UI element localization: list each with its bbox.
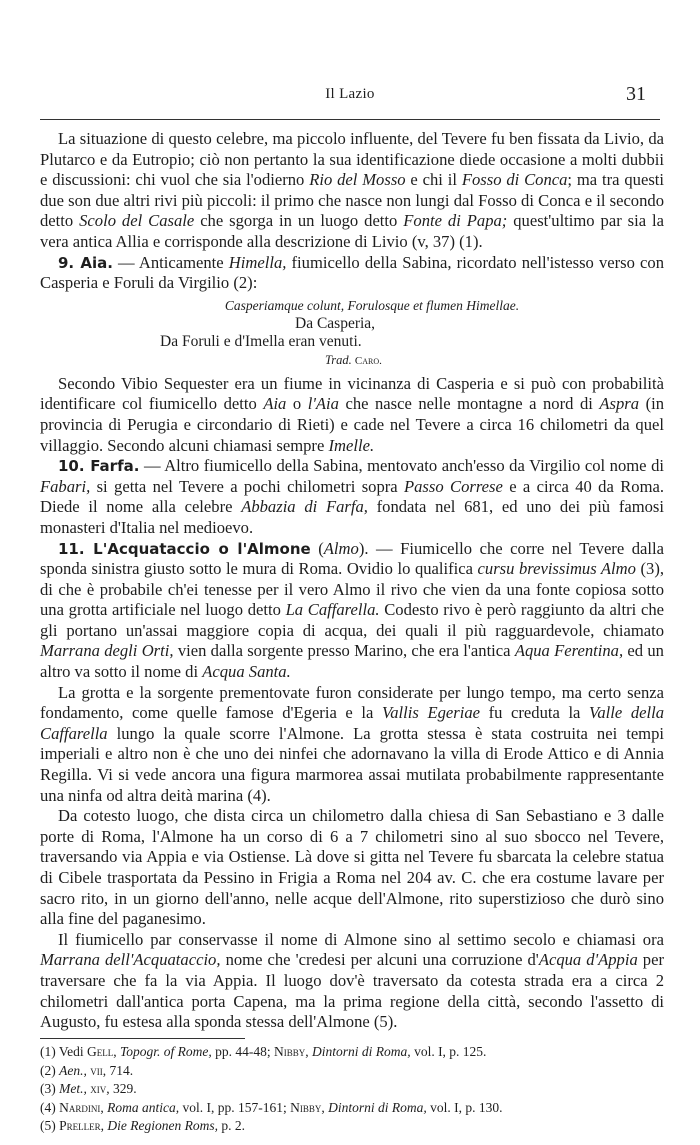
work-title: Dintorni di Roma, [328,1099,427,1115]
italic-text: Rio del Mosso [309,170,406,190]
italic-text: Fabari, [40,476,91,496]
book-number: vii, [90,1062,107,1078]
paragraph-farfa [40,456,664,538]
italic-text: Himella, [228,252,287,272]
text: quest'ultimo par sia la vera antica Allia e corrisponde alla descrizione di Livio (v, 37) (1). [40,211,665,251]
translation-credit [40,351,664,370]
italic-text: Scolo del Casale [79,211,195,231]
italic-text: Almo [323,538,359,558]
paragraph-aia [40,253,664,294]
italic-text: cursu brevissimus Almo [477,559,636,579]
italic-text: Aia [263,394,287,414]
text: Il fiumicello par conservasse il nome di Almone sino al settimo secolo e chiamasi ora [58,929,664,949]
paragraph-almone [40,539,664,683]
text: (3), di che è probabile ch'ei tenesse per il vero Almo il rivo che vien da una fonte copiosa sotto una grotta artificiale nel luogo detto [40,559,664,620]
text: vol. I, p. 125. [410,1044,487,1059]
footnote [40,1080,664,1099]
italic-text: Fosso di Conca [461,170,568,190]
text: ; ma tra questi due son due altri rivi più piccoli: il primo che nasce non lungi dal Fosso di Conca e il secondo detto [40,170,664,231]
paragraph-corso [40,806,664,930]
footnote [40,1117,664,1136]
italic-text: Abbazia di Farfa, [241,497,368,517]
italic-text: l'Aia [307,394,339,414]
text: 329. [109,1081,137,1097]
footnote-number: (3) [40,1081,56,1097]
text: e a circa 40 da Roma. Diede il nome alla celebre [40,476,664,517]
text: ed un altro va sotto il nome di [40,641,664,682]
translation-line-1: Da Casperia, [295,314,376,332]
text: nome che 'credesi per alcuni una corruzione d' [220,950,539,970]
work-title: Roma antica, [107,1099,180,1115]
text: (in provincia di Perugia e circondario di Rieti) e cade nel Tevere a circa 16 chilometri da quel villaggio. Secondo alcuni chiamasi sempre [40,394,665,455]
italic-text: Aqua Ferentina, [514,641,624,661]
text: 714. [106,1062,134,1078]
text: Da cotesto luogo, che dista circa un chilometro dalla chiesa di San Sebastiano e 3 dalle porte di Roma, l'Almone ha un corso di 6 a 7 chilometri sino al suo sbocco nel Tevere, traversando via Appia e via Ostiense. Là dove si gitta nel Tevere fu sbarcata la celebre statua di Cibele trasportata da Pessino in Frigia a Roma nel 204 av. C. che era costume lavare per sacro rito, in un giorno dell'anno, nelle acque dell'Almone, rito superstizioso che durò sino alla fine del paganesimo. [40,806,664,929]
entry-title: 9. Aia. [58,253,113,272]
paragraph-allia [40,129,664,253]
footnote-number: (4) [40,1099,56,1115]
text: vol. I, p. 130. [426,1099,503,1115]
text: vien dalla sorgente presso Marino, che era l'antica [173,641,515,661]
page-number: 31 [626,83,646,105]
italic-text: Acqua Santa. [202,662,291,682]
italic-text: La Caffarella. [285,600,380,620]
latin-verse: Casperiamque colunt, Forulosque et flumen Himellae. [224,297,520,313]
footnote [40,1043,664,1062]
page-header [40,83,660,108]
author-name: Nardini, [59,1099,104,1115]
author-name: Nibby, [274,1044,309,1059]
italic-text: Vallis Egeriae [381,703,480,723]
entry-title: 10. Farfa. [58,457,140,476]
text: che nasce nelle montagne a nord di [338,394,600,414]
credit-prefix: Trad. [325,352,352,367]
italic-text: Valle della Caffarella [40,703,664,743]
book-number: xiv, [90,1081,110,1097]
text: fondata nel 681, ed uno dei più famosi monasteri d'Italia nel medioevo. [40,497,664,537]
virgil-quote [40,297,664,370]
running-title: Il Lazio [325,86,375,102]
italic-text: Imelle. [328,435,375,455]
italic-text: Marrana dell'Acquataccio, [40,950,221,970]
text: ( [310,538,324,558]
text: o [286,394,308,414]
work-title: Met., [59,1081,87,1097]
author-name: Gell, [87,1044,117,1059]
author-name: Preller, [59,1118,105,1134]
footnote-rule [40,1038,245,1039]
paragraph-grotta [40,683,664,807]
work-title: Topogr. of Rome, [120,1044,212,1059]
paragraph-nome [40,930,664,1033]
paragraph-vibio [40,374,664,456]
text: — Altro fiumicello della Sabina, mentovato anch'esso da Virgilio col nome di [139,456,665,476]
text: lungo la quale scorre l'Almone. La grotta stessa è stata costruita nei tempi imperiali e altro non è che uno dei ninfei che adornavano la villa di Erode Attico e di Annia Regilla. Vi si vede ancora una figura marmorea assai mutilata probabilmente rappresentante una ninfa od altra deità marina (4). [40,723,664,805]
author-name: Nibby, [290,1099,325,1115]
italic-text: Marrana degli Orti, [40,641,174,661]
text: per traversare che fa la via Appia. Il luogo dov'è traversato da cotesta strada era a circa 2 chilometri dall'antica porta Capena, ma la prima regione della città, secondo l'assetto di Augusto, fu estesa alla sponda stessa dell'Almone (5). [40,950,664,1032]
text: fu creduta la [479,703,590,723]
text: — Anticamente [112,252,229,272]
header-rule [40,119,660,120]
work-title: Die Regionen Roms, [107,1118,218,1134]
italic-text: Fonte di Papa; [403,211,508,231]
credit-name: Caro. [354,354,382,367]
footnote-number: (5) [40,1118,56,1134]
footnote-number: (1) [40,1044,56,1059]
text: che sgorga in un luogo detto [194,211,404,231]
translation-line-2: Da Foruli e d'Imella eran venuti. [160,332,362,350]
text: vol. I, pp. 157-161; [179,1099,291,1115]
italic-text: Acqua d'Appia [538,950,638,970]
text: pp. 44-48; [211,1044,275,1059]
text: Secondo Vibio Sequester era un fiume in vicinanza di Casperia e si può con probabilità identificare col fiumicello detto [40,373,664,414]
footnote [40,1062,664,1081]
body-text [40,129,664,1033]
work-title: Dintorni di Roma, [312,1044,411,1059]
work-title: Aen., [59,1062,87,1078]
text: Codesto rivo è però raggiunto da altri che gli portano un'assai maggiore copia di acqua, dei quali il più ragguardevole, chiamato [40,600,664,640]
text: Vedi [55,1044,88,1059]
text: si getta nel Tevere a pochi chilometri sopra [90,476,404,496]
italic-text: Passo Correse [404,476,503,496]
text: La situazione di questo celebre, ma piccolo influente, del Tevere fu ben fissata da Livio, da Plutarco e da Eutropio; ciò non pertanto la sua identificazione diede occasione a molti dubbii e discussioni: chi vuol che sia l'odierno [40,129,664,190]
footnotes [40,1043,664,1136]
footnote [40,1099,664,1118]
text: La grotta e la sorgente prementovate furon considerate per lungo tempo, ma certo senza fondamento, come quelle famose d'Egeria e la [40,682,664,723]
text: fiumicello della Sabina, ricordato nell'istesso verso con Casperia e Foruli da Virgilio (2): [40,252,664,293]
italic-text: Aspra [599,394,640,414]
text: p. 2. [218,1118,245,1134]
text: e chi il [405,170,462,190]
entry-title: 11. L'Acquataccio o l'Almone [58,539,311,558]
text: ). — Fiumicello che corre nel Tevere dalla sponda sinistra giusto sotto le mura di Roma. Ovidio lo qualifica [40,538,664,579]
footnote-number: (2) [40,1062,56,1078]
